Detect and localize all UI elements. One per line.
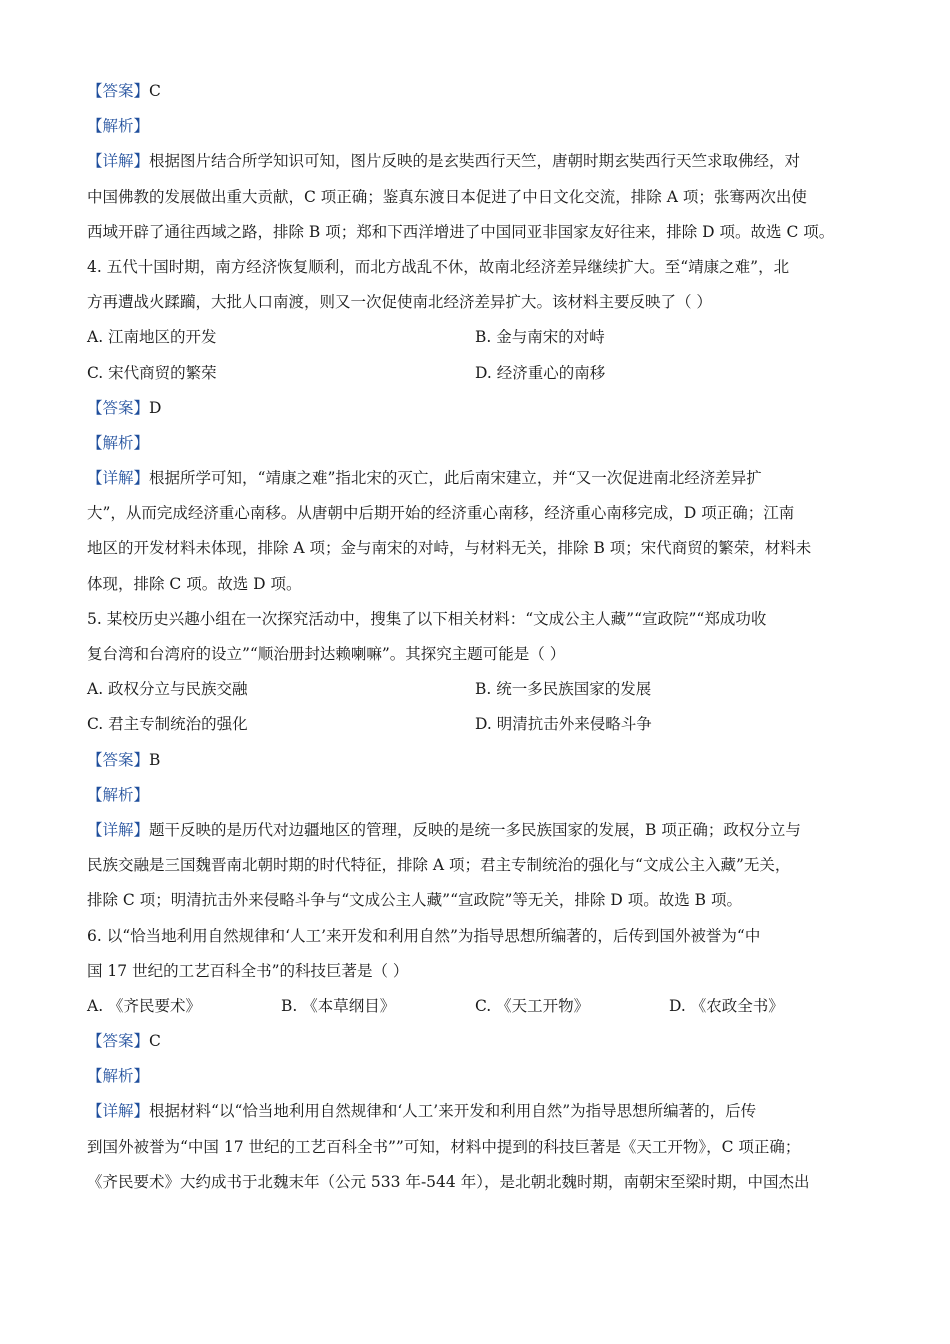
options-row	[87, 991, 867, 1026]
detail-line: 民族交融是三国魏晋南北朝时期的时代特征，排除 A 项；君主专制统治的强化与“文成公主入藏”无关，	[87, 856, 791, 875]
detail-tag: 【详解】	[87, 152, 150, 171]
detail-text: 题干反映的是历代对边疆地区的管理，反映的是统一多民族国家的发展，B 项正确；政权分立与	[149, 820, 801, 839]
analysis-tag: 【解析】	[87, 117, 150, 136]
option-d: D. 经济重心的南移	[475, 363, 606, 382]
analysis-tag: 【解析】	[87, 433, 150, 452]
answer-value: C	[149, 1032, 161, 1051]
analysis-tag: 【解析】	[87, 1067, 150, 1086]
detail-tag: 【详解】	[87, 820, 150, 839]
answer-line	[87, 745, 867, 780]
answer-line	[87, 1026, 867, 1061]
document-page	[87, 76, 867, 1202]
option-b: B. 《本草纲目》	[281, 996, 396, 1015]
detail-line: 体现，排除 C 项。故选 D 项。	[87, 574, 302, 593]
option-c: C. 宋代商贸的繁荣	[87, 363, 217, 382]
detail-line	[87, 1096, 867, 1131]
analysis-heading	[87, 780, 867, 815]
detail-text: 根据所学可知，“靖康之难”指北宋的灭亡，此后南宋建立，并“又一次促进南北经济差异扩	[149, 469, 762, 488]
detail-line: 大”，从而完成经济重心南移。从唐朝中后期开始的经济重心南移，经济重心南移完成，D 项正确；江南	[87, 504, 795, 523]
option-a: A. 《齐民要术》	[87, 996, 202, 1015]
option-d: D. 《农政全书》	[669, 996, 784, 1015]
detail-text: 根据图片结合所学知识可知，图片反映的是玄奘西行天竺，唐朝时期玄奘西行天竺求取佛经，对	[149, 152, 801, 171]
option-a: A. 政权分立与民族交融	[87, 680, 248, 699]
options-row	[87, 322, 867, 357]
detail-line	[87, 463, 867, 498]
option-c: C. 《天工开物》	[475, 996, 590, 1015]
detail-line	[87, 146, 867, 181]
detail-line: 西域开辟了通往西域之路，排除 B 项；郑和下西洋增进了中国同亚非国家友好往来，排除 D 项。故选 C 项。	[87, 222, 835, 241]
option-c: C. 君主专制统治的强化	[87, 715, 248, 734]
question-stem: 国 17 世纪的工艺百科全书”的科技巨著是（ ）	[87, 961, 409, 980]
options-row	[87, 358, 867, 393]
answer-tag: 【答案】	[87, 398, 150, 417]
answer-value: C	[149, 82, 161, 100]
detail-line: 到国外被誉为“中国 17 世纪的工艺百科全书””可知，材料中提到的科技巨著是《天工开物》，C 项正确；	[87, 1137, 801, 1156]
detail-line: 《齐民要术》大约成书于北魏末年（公元 533 年-544 年），是北朝北魏时期，南朝宋至梁时期，中国杰出	[87, 1172, 810, 1191]
analysis-tag: 【解析】	[87, 785, 150, 804]
detail-line: 排除 C 项；明清抗击外来侵略斗争与“文成公主人藏”“宣政院”等无关，排除 D 项。故选 B 项。	[87, 891, 742, 910]
options-row	[87, 674, 867, 709]
option-b: B. 统一多民族国家的发展	[475, 680, 652, 699]
analysis-heading	[87, 428, 867, 463]
options-row	[87, 709, 867, 744]
option-d: D. 明清抗击外来侵略斗争	[475, 715, 652, 734]
analysis-heading	[87, 111, 867, 146]
answer-tag: 【答案】	[87, 82, 150, 100]
question-stem: 4. 五代十国时期，南方经济恢复顺利，而北方战乱不休，故南北经济差异继续扩大。至“靖康之难”，北	[87, 257, 790, 276]
answer-value: D	[149, 398, 162, 417]
answer-tag: 【答案】	[87, 1032, 150, 1051]
option-b: B. 金与南宋的对峙	[475, 328, 605, 347]
answer-line	[87, 393, 867, 428]
answer-value: B	[149, 750, 161, 769]
option-a: A. 江南地区的开发	[87, 328, 217, 347]
answer-line	[87, 76, 867, 111]
detail-tag: 【详解】	[87, 1102, 150, 1121]
detail-text: 根据材料“以“恰当地利用自然规律和‘人工’来开发和利用自然”为指导思想所编著的，后传	[149, 1102, 757, 1121]
question-stem: 复台湾和台湾府的设立”“顺治册封达赖喇嘛”。其探究主题可能是（ ）	[87, 645, 566, 663]
answer-tag: 【答案】	[87, 750, 150, 769]
question-stem: 6. 以“恰当地利用自然规律和‘人工’来开发和利用自然”为指导思想所编著的，后传到国外被誉为“中	[87, 926, 761, 945]
detail-line	[87, 815, 867, 850]
detail-line: 中国佛教的发展做出重大贡献，C 项正确；鉴真东渡日本促进了中日文化交流，排除 A 项；张骞两次出使	[87, 187, 807, 206]
question-stem: 方再遭战火蹂躏，大批人口南渡，则又一次促使南北经济差异扩大。该材料主要反映了（ ）	[87, 293, 712, 312]
detail-line: 地区的开发材料未体现，排除 A 项；金与南宋的对峙，与材料无关，排除 B 项；宋代商贸的繁荣，材料未	[87, 539, 812, 558]
analysis-heading	[87, 1061, 867, 1096]
detail-tag: 【详解】	[87, 469, 150, 488]
question-stem: 5. 某校历史兴趣小组在一次探究活动中，搜集了以下相关材料：“文成公主人藏”“宣政院”“郑成功收	[87, 609, 767, 628]
